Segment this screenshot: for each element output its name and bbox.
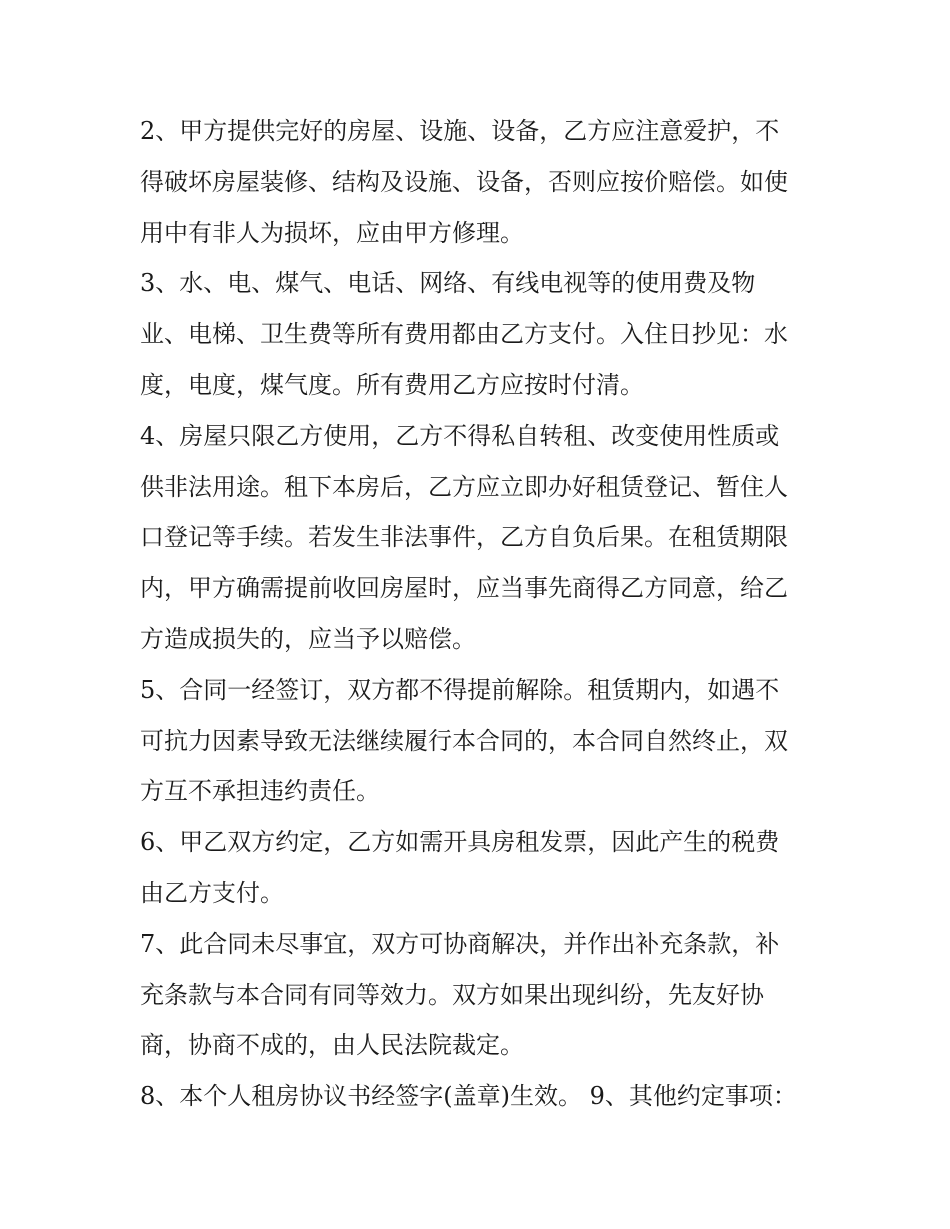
text-line: 方互不承担违约责任。 bbox=[140, 777, 380, 806]
text-line: 商，协商不成的，由人民法院裁定。 bbox=[140, 1031, 524, 1060]
text-line: 5、合同一经签订，双方都不得提前解除。租赁期内，如遇不 bbox=[140, 675, 780, 704]
text-line: 用中有非人为损坏，应由甲方修理。 bbox=[140, 218, 524, 247]
text-line: 6、甲乙双方约定，乙方如需开具房租发票，因此产生的税费 bbox=[140, 828, 780, 857]
text-line: 4、房屋只限乙方使用，乙方不得私自转租、改变使用性质或 bbox=[140, 421, 780, 450]
text-line: 8、本个人租房协议书经签字(盖章)生效。 9、其他约定事项： bbox=[140, 1082, 797, 1111]
text-line: 可抗力因素导致无法继续履行本合同的，本合同自然终止，双 bbox=[140, 726, 788, 755]
text-line: 得破坏房屋装修、结构及设施、设备，否则应按价赔偿。如使 bbox=[140, 167, 788, 196]
text-line: 内，甲方确需提前收回房屋时，应当事先商得乙方同意，给乙 bbox=[140, 574, 788, 603]
text-line: 方造成损失的，应当予以赔偿。 bbox=[140, 624, 476, 653]
text-line: 业、电梯、卫生费等所有费用都由乙方支付。入住日抄见：水 bbox=[140, 320, 788, 349]
text-line: 由乙方支付。 bbox=[140, 878, 284, 907]
text-line: 度，电度，煤气度。所有费用乙方应按时付清。 bbox=[140, 370, 644, 399]
text-line: 7、此合同未尽事宜，双方可协商解决，并作出补充条款，补 bbox=[140, 929, 780, 958]
text-line: 充条款与本合同有同等效力。双方如果出现纠纷，先友好协 bbox=[140, 980, 764, 1009]
text-line: 3、水、电、煤气、电话、网络、有线电视等的使用费及物 bbox=[140, 269, 756, 298]
contract-text-body bbox=[140, 106, 815, 1122]
text-line: 2、甲方提供完好的房屋、设施、设备，乙方应注意爱护，不 bbox=[140, 117, 780, 145]
text-line: 口登记等手续。若发生非法事件，乙方自负后果。在租赁期限 bbox=[140, 523, 788, 552]
text-line: 供非法用途。租下本房后，乙方应立即办好租赁登记、暂住人 bbox=[140, 472, 788, 501]
